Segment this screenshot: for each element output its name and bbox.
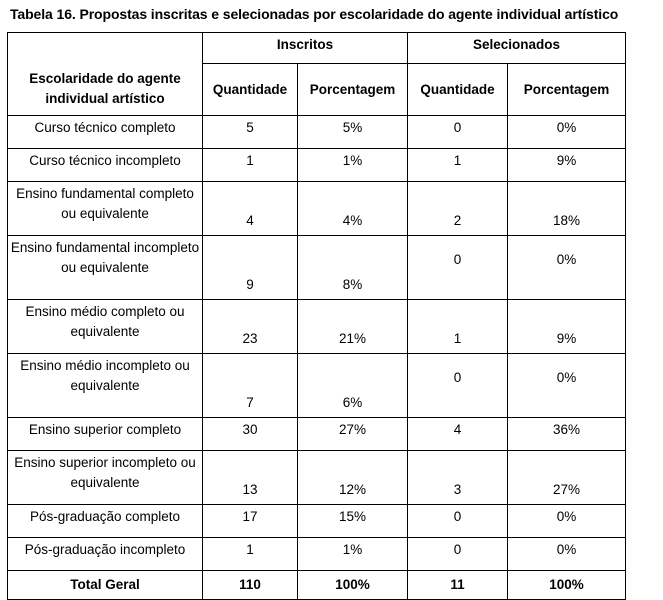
porcentagem-inscritos-cell: 4% (298, 182, 408, 236)
total-quantidade-inscritos: 110 (203, 571, 298, 600)
porcentagem-selecionados-cell: 9% (508, 149, 626, 182)
row-label: Pós-graduação completo (8, 505, 203, 538)
quantidade-inscritos-cell: 7 (203, 354, 298, 418)
row-label: Ensino médio incompleto ou equivalente (8, 354, 203, 418)
column-header-porcentagem-selecionados: Porcentagem (508, 64, 626, 116)
table-row (8, 300, 626, 354)
row-label: Ensino médio completo ou equivalente (8, 300, 203, 354)
porcentagem-selecionados-cell: 18% (508, 182, 626, 236)
porcentagem-selecionados-cell: 0% (508, 236, 626, 300)
table-row (8, 182, 626, 236)
quantidade-selecionados-cell: 2 (408, 182, 508, 236)
quantidade-selecionados-cell: 0 (408, 538, 508, 571)
column-header-row (8, 64, 626, 116)
inscritos-group-header: Inscritos (203, 33, 408, 64)
porcentagem-inscritos-cell: 8% (298, 236, 408, 300)
table-row (8, 505, 626, 538)
quantidade-inscritos-cell: 5 (203, 116, 298, 149)
column-header-porcentagem-inscritos: Porcentagem (298, 64, 408, 116)
total-porcentagem-inscritos: 100% (298, 571, 408, 600)
porcentagem-selecionados-cell: 36% (508, 418, 626, 451)
porcentagem-selecionados-cell: 0% (508, 116, 626, 149)
selecionados-group-header: Selecionados (408, 33, 626, 64)
column-header-escolaridade: Escolaridade do agente individual artístico (8, 64, 203, 116)
quantidade-selecionados-cell: 1 (408, 149, 508, 182)
quantidade-selecionados-cell: 0 (408, 116, 508, 149)
quantidade-selecionados-cell: 3 (408, 451, 508, 505)
porcentagem-selecionados-cell: 9% (508, 300, 626, 354)
porcentagem-selecionados-cell: 27% (508, 451, 626, 505)
porcentagem-selecionados-cell: 0% (508, 505, 626, 538)
table-row (8, 149, 626, 182)
total-porcentagem-selecionados: 100% (508, 571, 626, 600)
table-row (8, 538, 626, 571)
porcentagem-selecionados-cell: 0% (508, 538, 626, 571)
porcentagem-inscritos-cell: 5% (298, 116, 408, 149)
porcentagem-inscritos-cell: 15% (298, 505, 408, 538)
porcentagem-inscritos-cell: 1% (298, 149, 408, 182)
quantidade-selecionados-cell: 0 (408, 236, 508, 300)
quantidade-inscritos-cell: 4 (203, 182, 298, 236)
total-quantidade-selecionados: 11 (408, 571, 508, 600)
row-label: Ensino fundamental incompleto ou equivalente (8, 236, 203, 300)
quantidade-inscritos-cell: 9 (203, 236, 298, 300)
quantidade-selecionados-cell: 4 (408, 418, 508, 451)
table-title: Tabela 16. Propostas inscritas e selecionadas por escolaridade do agente individual artístico (10, 6, 619, 22)
quantidade-inscritos-cell: 30 (203, 418, 298, 451)
porcentagem-selecionados-cell: 0% (508, 354, 626, 418)
row-label: Ensino fundamental completo ou equivalente (8, 182, 203, 236)
quantidade-inscritos-cell: 17 (203, 505, 298, 538)
column-header-quantidade-selecionados: Quantidade (408, 64, 508, 116)
quantidade-selecionados-cell: 0 (408, 505, 508, 538)
column-header-quantidade-inscritos: Quantidade (203, 64, 298, 116)
porcentagem-inscritos-cell: 27% (298, 418, 408, 451)
porcentagem-inscritos-cell: 6% (298, 354, 408, 418)
row-label: Curso técnico incompleto (8, 149, 203, 182)
table-row (8, 418, 626, 451)
quantidade-inscritos-cell: 1 (203, 538, 298, 571)
quantidade-inscritos-cell: 1 (203, 149, 298, 182)
quantidade-inscritos-cell: 13 (203, 451, 298, 505)
table-row (8, 451, 626, 505)
row-label: Curso técnico completo (8, 116, 203, 149)
row-label: Ensino superior completo (8, 418, 203, 451)
porcentagem-inscritos-cell: 12% (298, 451, 408, 505)
table-row (8, 116, 626, 149)
blank-corner-cell (8, 33, 203, 64)
porcentagem-inscritos-cell: 21% (298, 300, 408, 354)
row-label: Ensino superior incompleto ou equivalente (8, 451, 203, 505)
quantidade-inscritos-cell: 23 (203, 300, 298, 354)
total-label: Total Geral (8, 571, 203, 600)
row-label: Pós-graduação incompleto (8, 538, 203, 571)
quantidade-selecionados-cell: 1 (408, 300, 508, 354)
group-header-row (8, 33, 626, 64)
porcentagem-inscritos-cell: 1% (298, 538, 408, 571)
table-row (8, 354, 626, 418)
total-row (8, 571, 626, 600)
quantidade-selecionados-cell: 0 (408, 354, 508, 418)
education-table (7, 32, 626, 600)
table-row (8, 236, 626, 300)
